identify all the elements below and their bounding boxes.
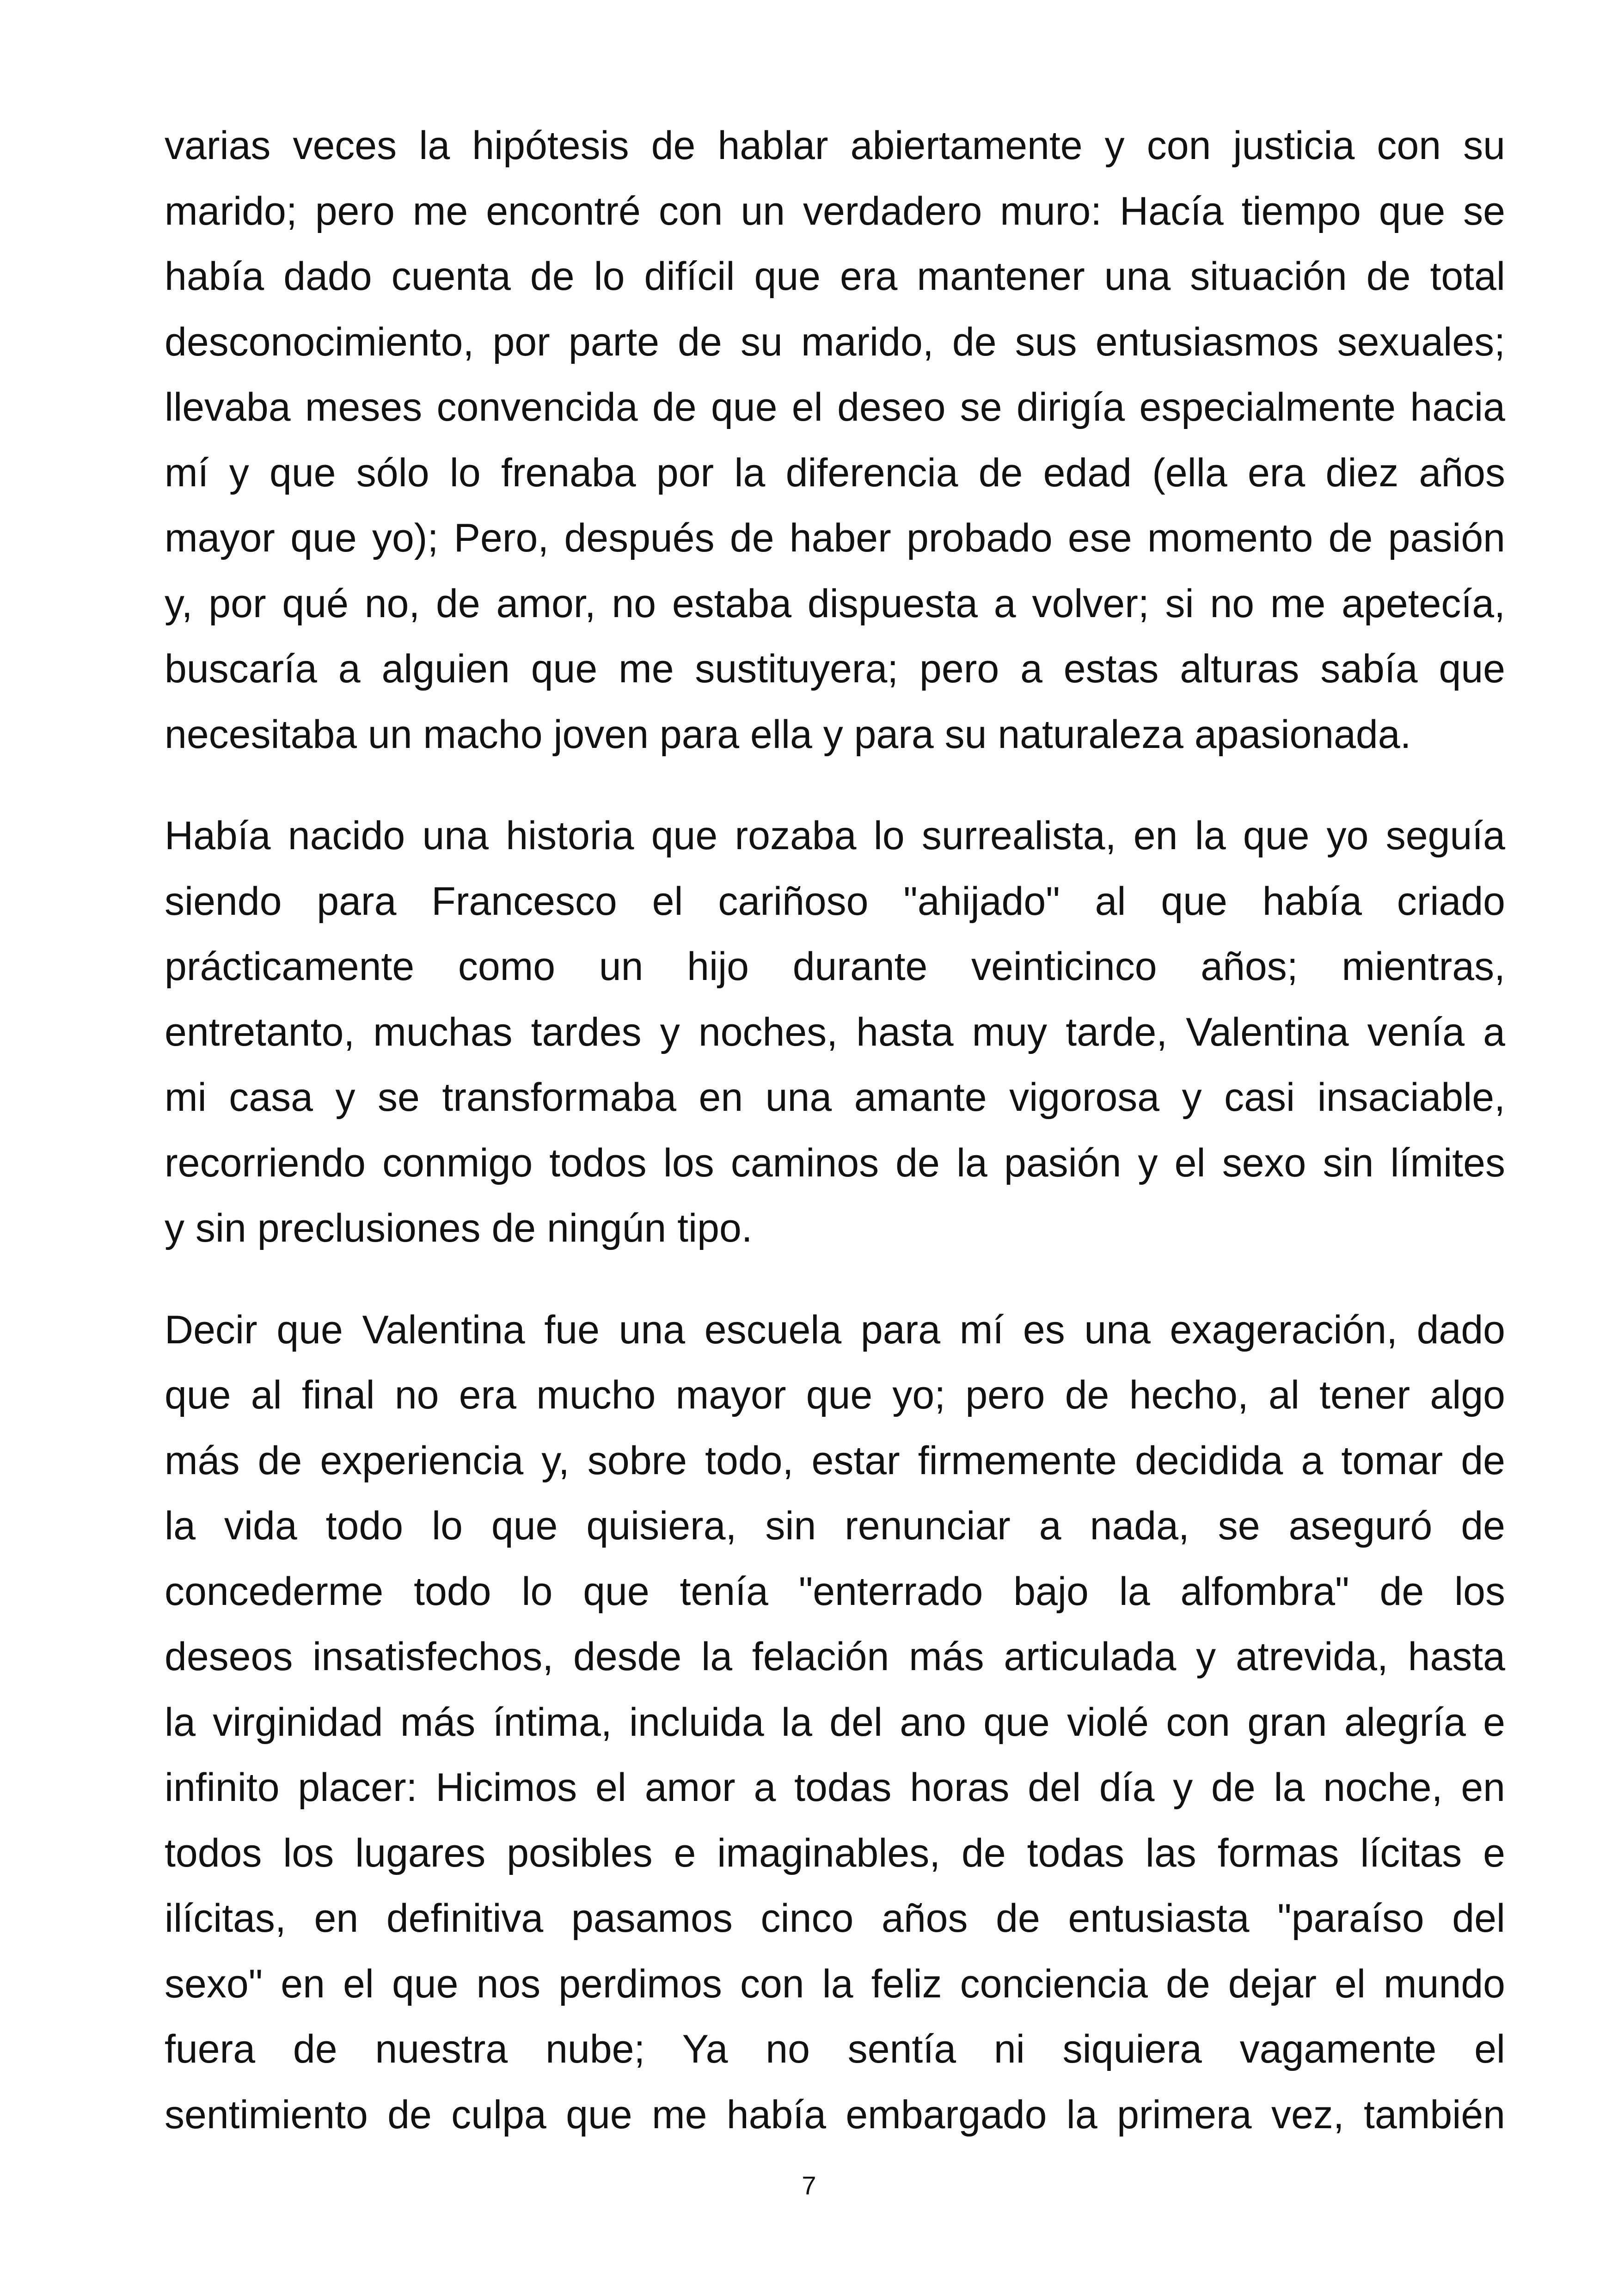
- text-line: sentimiento de culpa que me había embargado la primera vez, también: [165, 2092, 1505, 2137]
- text-line: buscaría a alguien que me sustituyera; pero a estas alturas sabía que: [165, 647, 1505, 691]
- text-line: Decir que Valentina fue una escuela para mí es una exageración, dado: [165, 1307, 1505, 1352]
- text-line: más de experiencia y, sobre todo, estar firmemente decidida a tomar de: [165, 1438, 1505, 1483]
- body-text: [165, 113, 1505, 2148]
- text-line: todos los lugares posibles e imaginables, de todas las formas lícitas e: [165, 1831, 1505, 1875]
- text-line: entretanto, muchas tardes y noches, hasta muy tarde, Valentina venía a: [165, 1010, 1505, 1054]
- paragraph-2: [165, 803, 1505, 1261]
- text-line: varias veces la hipótesis de hablar abiertamente y con justicia con su: [165, 123, 1505, 168]
- text-line: fuera de nuestra nube; Ya no sentía ni siquiera vagamente el: [165, 2027, 1505, 2071]
- text-line: mí y que sólo lo frenaba por la diferencia de edad (ella era diez años: [165, 450, 1505, 495]
- text-line: mi casa y se transformaba en una amante vigorosa y casi insaciable,: [165, 1075, 1505, 1120]
- text-line: infinito placer: Hicimos el amor a todas horas del día y de la noche, en: [165, 1765, 1505, 1810]
- text-line: llevaba meses convencida de que el deseo se dirigía especialmente hacia: [165, 385, 1505, 429]
- text-line: concederme todo lo que tenía "enterrado bajo la alfombra" de los: [165, 1569, 1505, 1614]
- text-line: desconocimiento, por parte de su marido, de sus entusiasmos sexuales;: [165, 319, 1505, 364]
- text-line: deseos insatisfechos, desde la felación más articulada y atrevida, hasta: [165, 1635, 1505, 1679]
- paragraph-1: [165, 113, 1505, 767]
- text-line: Había nacido una historia que rozaba lo surrealista, en la que yo seguía: [165, 814, 1505, 858]
- page-number: 7: [802, 2171, 816, 2200]
- text-line: y, por qué no, de amor, no estaba dispuesta a volver; si no me apetecía,: [165, 581, 1505, 626]
- text-line: y sin preclusiones de ningún tipo.: [165, 1206, 753, 1250]
- text-line: ilícitas, en definitiva pasamos cinco años de entusiasta "paraíso del: [165, 1896, 1505, 1941]
- text-line: la vida todo lo que quisiera, sin renunciar a nada, se aseguró de: [165, 1504, 1505, 1548]
- paragraph-3: [165, 1298, 1505, 2148]
- text-line: prácticamente como un hijo durante veinticinco años; mientras,: [165, 944, 1505, 989]
- text-line: la virginidad más íntima, incluida la del ano que violé con gran alegría e: [165, 1700, 1505, 1745]
- text-line: que al final no era mucho mayor que yo; pero de hecho, al tener algo: [165, 1373, 1505, 1417]
- text-line: sexo" en el que nos perdimos con la feliz conciencia de dejar el mundo: [165, 1961, 1505, 2006]
- paragraph-spacing: [165, 1261, 1505, 1298]
- text-line: marido; pero me encontré con un verdadero muro: Hacía tiempo que se: [165, 189, 1505, 233]
- text-line: siendo para Francesco el cariñoso "ahijado" al que había criado: [165, 879, 1505, 924]
- text-line: recorriendo conmigo todos los caminos de la pasión y el sexo sin límites: [165, 1140, 1505, 1185]
- paragraph-spacing: [165, 767, 1505, 803]
- text-line: mayor que yo); Pero, después de haber probado ese momento de pasión: [165, 516, 1505, 560]
- text-line: necesitaba un macho joven para ella y para su naturaleza apasionada.: [165, 712, 1411, 757]
- text-line: había dado cuenta de lo difícil que era mantener una situación de total: [165, 254, 1505, 299]
